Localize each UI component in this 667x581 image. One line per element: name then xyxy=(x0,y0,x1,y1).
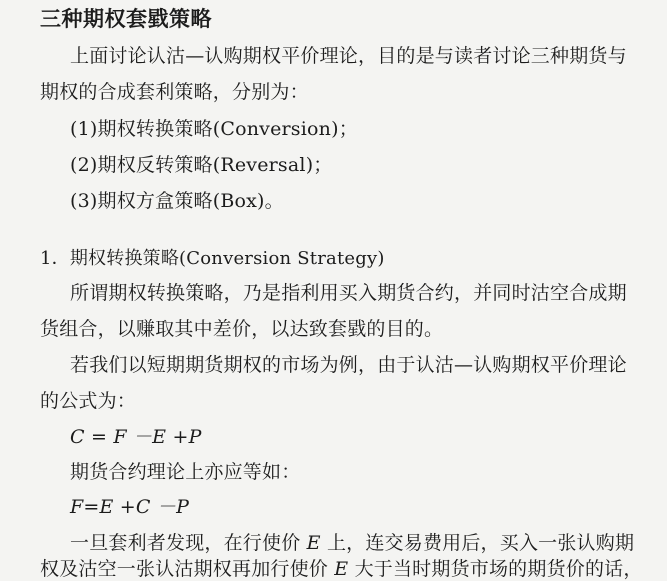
para3-line: 期货合约理论上亦应等如： xyxy=(70,461,301,483)
para2-line-1: 若我们以短期期货期权的市场为例，由于认沽—认购期权平价理论 xyxy=(70,354,627,376)
strategy-item-box: (3)期权方盒策略(Box)。 xyxy=(70,190,284,212)
para4-line-1 xyxy=(70,531,634,555)
para4-line-1-start: 一旦套利者发现，在行使价 xyxy=(70,532,307,554)
para1-line-2: 货组合，以赚取其中差价，以达致套戥的目的。 xyxy=(40,318,444,340)
formula-call: C = F －E +P xyxy=(70,426,202,448)
para1-line-1: 所谓期权转换策略，乃是指利用买入期货合约，并同时沽空合成期 xyxy=(70,282,627,304)
strike-variable: E xyxy=(334,558,349,580)
intro-line-2: 期权的合成套利策略，分别为： xyxy=(40,81,309,103)
document-title: 三种期权套戥策略 xyxy=(40,7,212,31)
para2-line-2: 的公式为： xyxy=(40,390,137,412)
strike-variable: E xyxy=(306,532,321,554)
para4-line-2-start: 权及沽空一张认沽期权再加行使价 xyxy=(40,558,335,580)
para4-line-2-end: 大于当时期货市场的期货价的话， xyxy=(348,558,643,580)
para4-line-2 xyxy=(40,557,643,581)
para4-line-1-end: 上，连交易费用后，买入一张认购期 xyxy=(320,532,635,554)
section-heading: 1．期权转换策略(Conversion Strategy) xyxy=(40,248,385,269)
strategy-item-conversion: (1)期权转换策略(Conversion)； xyxy=(70,118,358,140)
intro-line-1: 上面讨论认沽—认购期权平价理论，目的是与读者讨论三种期货与 xyxy=(70,45,627,67)
formula-futures: F=E +C －P xyxy=(70,496,190,518)
strategy-item-reversal: (2)期权反转策略(Reversal)； xyxy=(70,154,333,176)
